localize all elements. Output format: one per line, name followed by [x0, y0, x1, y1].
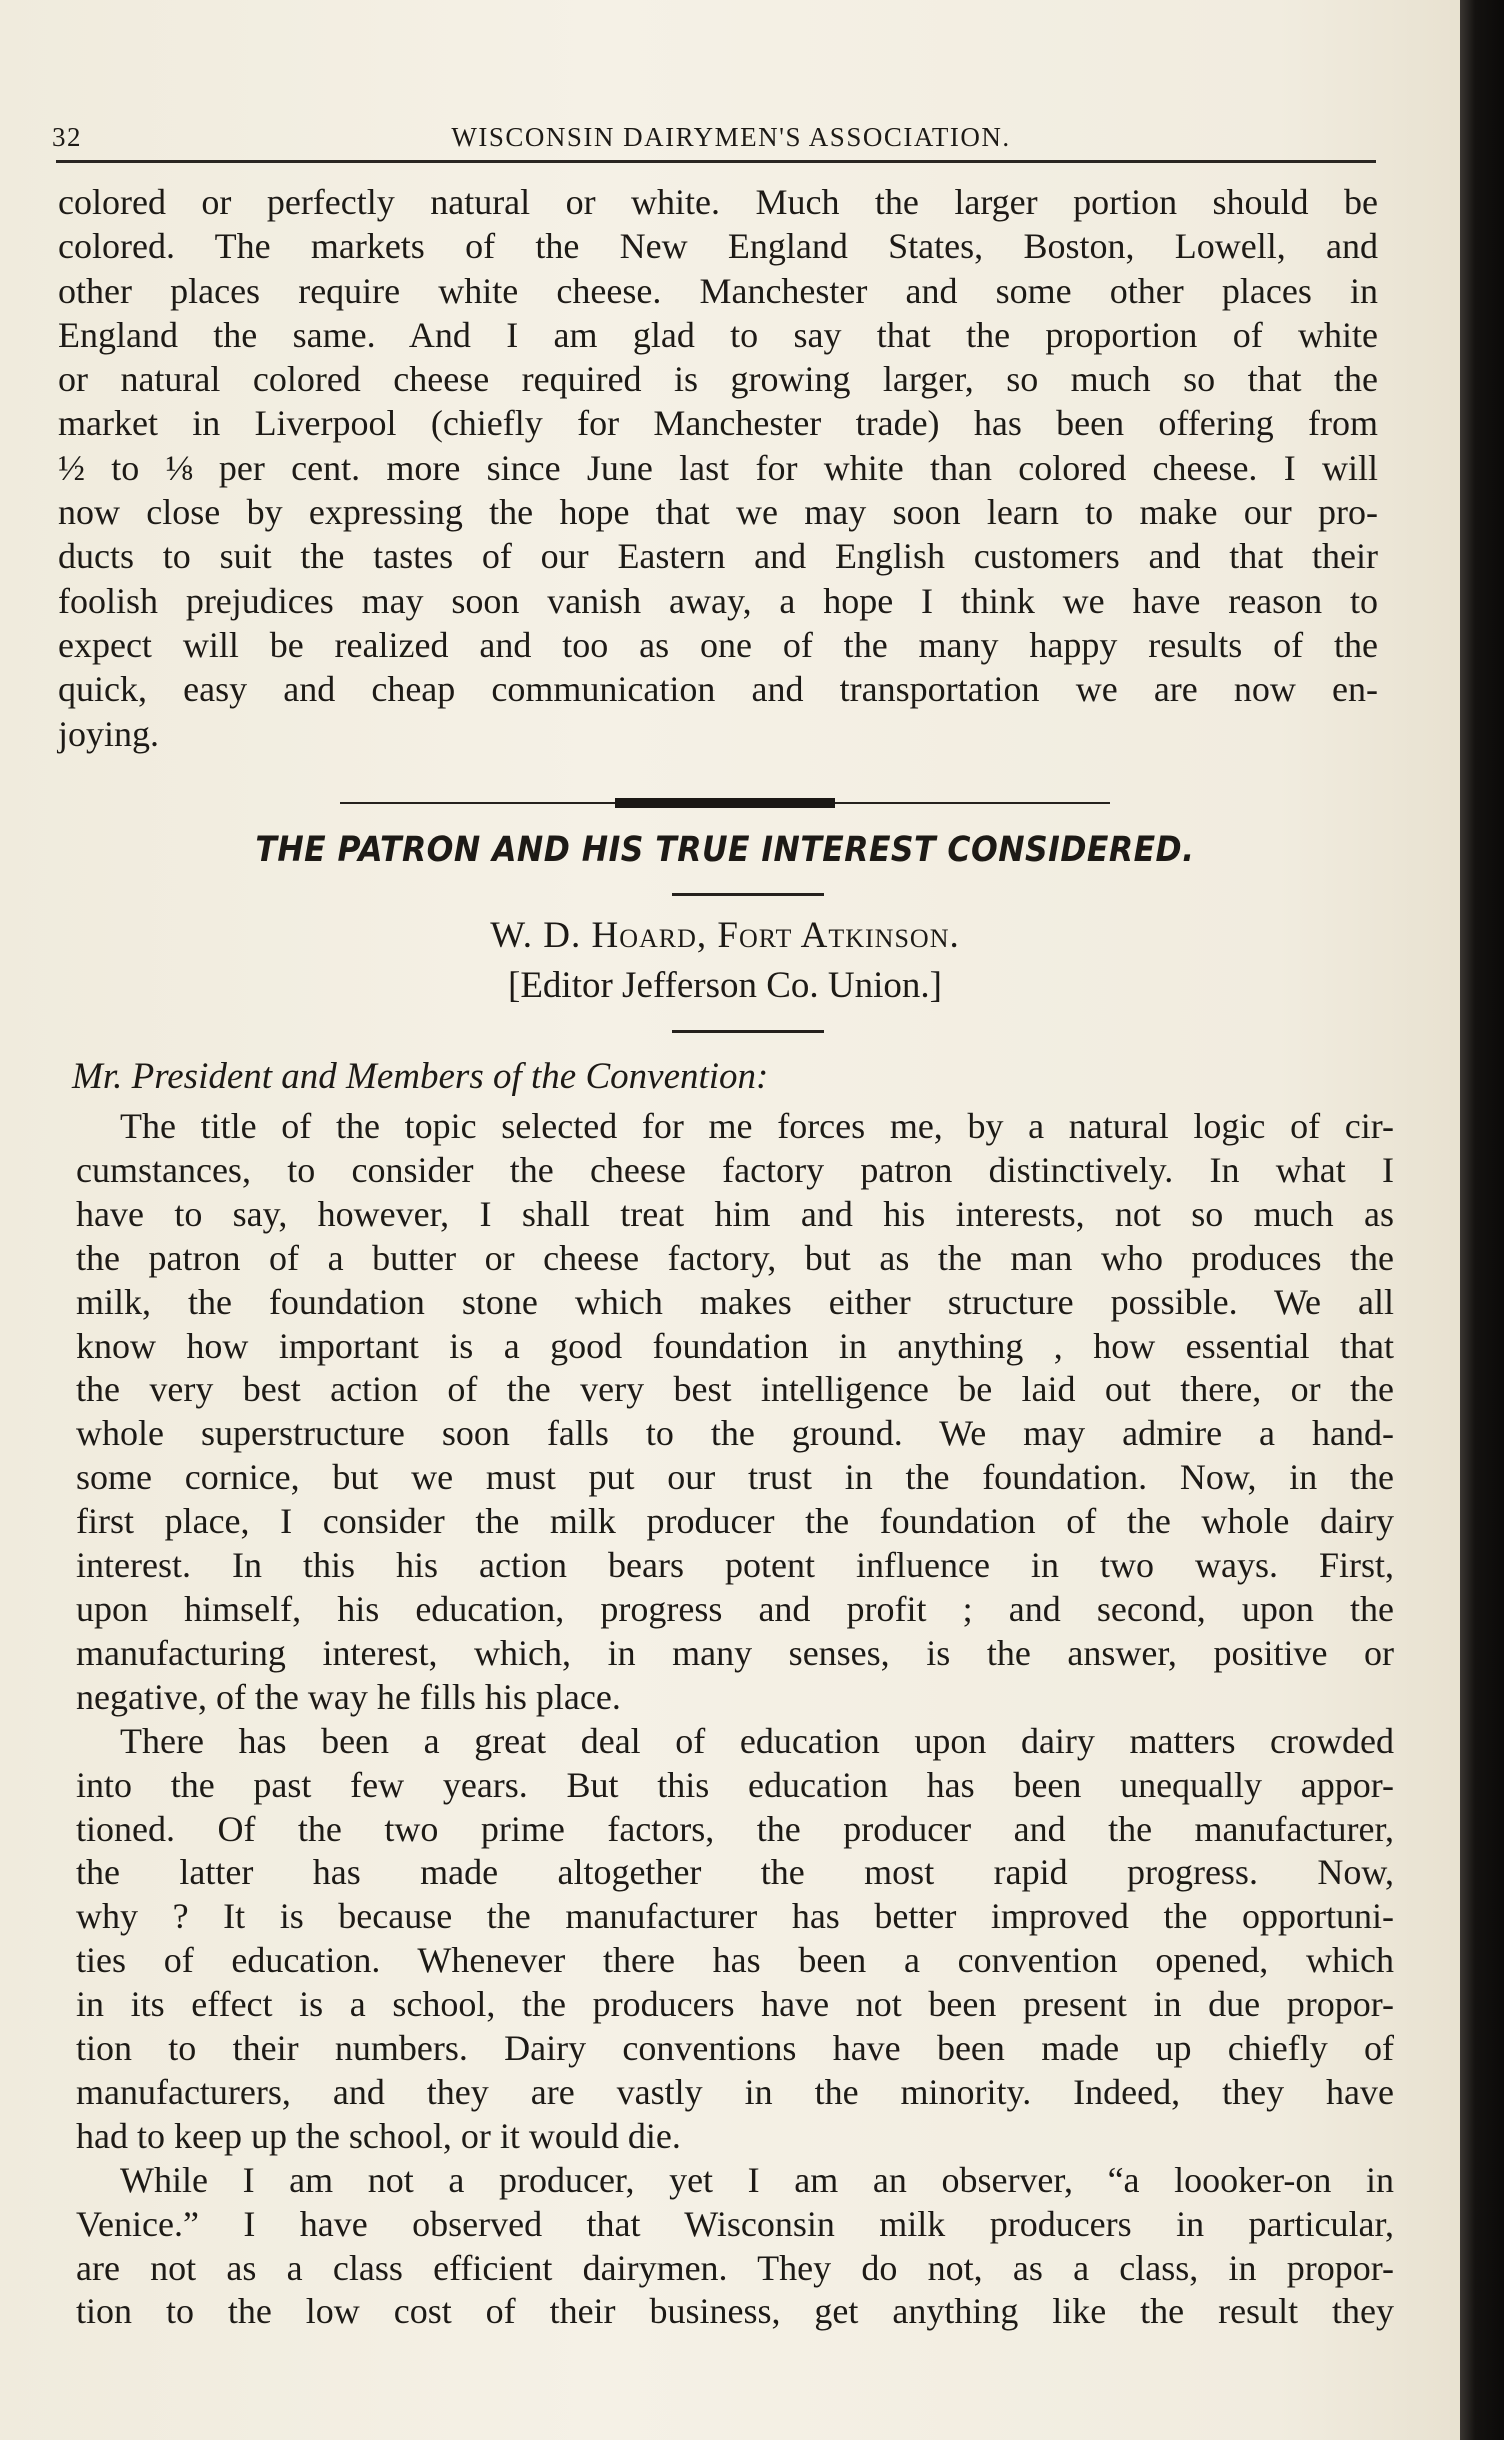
text-line: Venice.” I have observed that Wisconsin milk producers in particular,	[76, 2203, 1394, 2244]
text-line: have to say, however, I shall treat him and his interests, not so much as	[76, 1193, 1394, 1234]
text-line: ties of education. Whenever there has been a convention opened, which	[76, 1940, 1394, 1981]
text-line: some cornice, but we must put our trust in the foundation. Now, in the	[76, 1457, 1394, 1498]
text-line: cumstances, to consider the cheese factory patron distinctively. In what I	[76, 1149, 1394, 1190]
running-head: WISCONSIN DAIRYMEN'S ASSOCIATION.	[451, 122, 1011, 152]
text-line: tion to their numbers. Dairy conventions have been made up chiefly of	[76, 2028, 1394, 2069]
text-line: other places require white cheese. Manchester and some other places in	[58, 270, 1378, 311]
text-line: know how important is a good foundation in anything , how essential that	[76, 1325, 1394, 1366]
text-line: upon himself, his education, progress and profit ; and second, upon the	[76, 1588, 1394, 1629]
title-underline-rule	[672, 893, 824, 896]
text-line: tioned. Of the two prime factors, the producer and the manufacturer,	[76, 1808, 1394, 1849]
text-line: why ? It is because the manufacturer has better improved the opportuni-	[76, 1896, 1394, 1937]
article-title: THE PATRON AND HIS TRUE INTEREST CONSIDERED.	[255, 830, 1195, 870]
text-line: manufacturing interest, which, in many senses, is the answer, positive or	[76, 1632, 1394, 1673]
divider-thick-rule	[615, 798, 835, 808]
text-line: negative, of the way he fills his place.	[76, 1676, 621, 1717]
page-number: 32	[52, 122, 82, 152]
text-line: foolish prejudices may soon vanish away, a hope I think we have reason to	[58, 580, 1378, 621]
text-line: manufacturers, and they are vastly in the minority. Indeed, they have	[76, 2071, 1394, 2112]
header-rule	[56, 160, 1376, 163]
text-line: market in Liverpool (chiefly for Manchester trade) has been offering from	[58, 403, 1378, 444]
text-line: into the past few years. But this education has been unequally appor-	[76, 1764, 1394, 1805]
paragraph-first-line: There has been a great deal of education upon dairy matters crowded	[120, 1720, 1394, 1761]
text-line: the latter has made altogether the most rapid progress. Now,	[76, 1852, 1394, 1893]
text-line: colored or perfectly natural or white. Much the larger portion should be	[58, 182, 1378, 222]
text-line: had to keep up the school, or it would die.	[76, 2115, 681, 2156]
paragraph-first-line: While I am not a producer, yet I am an observer, “a loooker-on in	[120, 2159, 1394, 2200]
text-line: interest. In this his action bears potent influence in two ways. First,	[76, 1545, 1394, 1586]
text-line: ½ to ⅛ per cent. more since June last for white than colored cheese. I will	[58, 447, 1378, 488]
book-binding-edge	[1460, 0, 1504, 2440]
salutation: Mr. President and Members of the Convention:	[72, 1056, 769, 1097]
text-line: now close by expressing the hope that we may soon learn to make our pro-	[58, 492, 1378, 533]
paragraph-first-line: The title of the topic selected for me forces me, by a natural logic of cir-	[120, 1106, 1394, 1146]
text-line: in its effect is a school, the producers have not been present in due propor-	[76, 1984, 1394, 2025]
author-affiliation: [Editor Jefferson Co. Union.]	[508, 965, 942, 1006]
text-line: are not as a class efficient dairymen. They do not, as a class, in propor-	[76, 2247, 1394, 2288]
text-line: expect will be realized and too as one of the many happy results of the	[58, 624, 1378, 665]
text-line: or natural colored cheese required is growing larger, so much so that the	[58, 359, 1378, 400]
text-line: the very best action of the very best intelligence be laid out there, or the	[76, 1369, 1394, 1410]
text-line: tion to the low cost of their business, get anything like the result they	[76, 2291, 1394, 2332]
previous-article-text	[58, 180, 1378, 756]
page-header	[52, 112, 1380, 160]
text-line: the patron of a butter or cheese factory, but as the man who produces the	[76, 1237, 1394, 1278]
article-body	[76, 1105, 1394, 2334]
article-author: W. D. Hoard, Fort Atkinson.	[490, 915, 960, 956]
text-line: joying.	[58, 713, 160, 754]
text-line: ducts to suit the tastes of our Eastern and English customers and that their	[58, 536, 1378, 577]
text-line: whole superstructure soon falls to the ground. We may admire a hand-	[76, 1413, 1394, 1454]
section-divider	[340, 798, 1110, 808]
text-line: milk, the foundation stone which makes either structure possible. We all	[76, 1281, 1394, 1322]
text-line: England the same. And I am glad to say that the proportion of white	[58, 314, 1378, 355]
text-line: quick, easy and cheap communication and transportation we are now en-	[58, 669, 1378, 710]
text-line: colored. The markets of the New England States, Boston, Lowell, and	[58, 226, 1378, 267]
byline-rule	[672, 1030, 824, 1033]
text-line: first place, I consider the milk producer the foundation of the whole dairy	[76, 1501, 1394, 1542]
